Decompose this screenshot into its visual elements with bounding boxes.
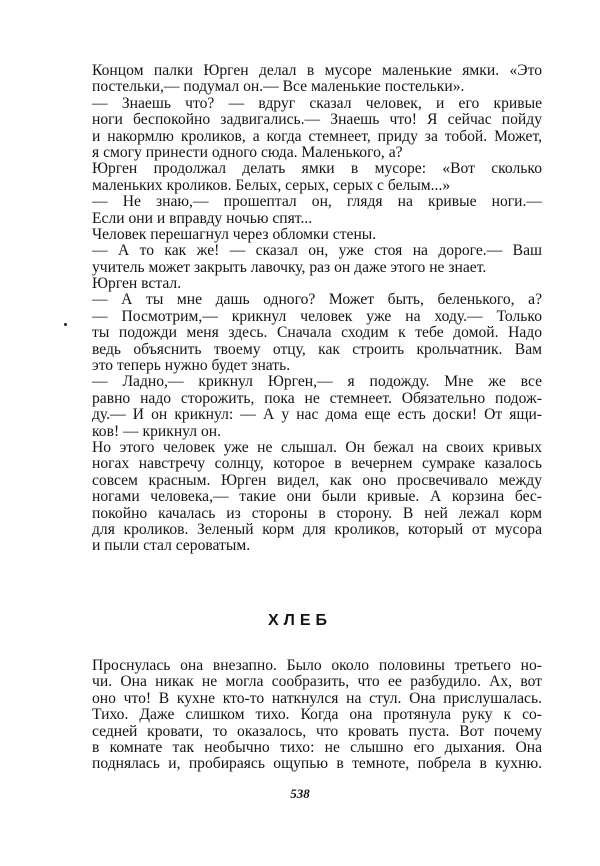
text-line: — Посмотрим,— крикнул человек уже на ходу.— Только	[92, 307, 542, 325]
text-line: седней кровати, то оказалось, что кровать пуста. Вот почему	[92, 722, 542, 740]
text-line: — А то как же! — сказал он, уже стоя на дороге.— Ваш	[92, 242, 542, 260]
text-line: Если они и вправду ночью спят...	[92, 209, 313, 227]
text-line: Человек перешагнул через обломки стены.	[92, 225, 377, 243]
text-line: Юрген встал.	[92, 275, 182, 293]
text-line: и пыли стал сероватым.	[92, 537, 251, 555]
text-line: Тихо. Даже слишком тихо. Когда она протянула руку к со-	[92, 706, 542, 724]
section-title: ХЛЕБ	[267, 612, 333, 629]
text-line: — Не знаю,— прошептал он, глядя на кривые ноги.—	[92, 193, 542, 211]
text-line: Концом палки Юрген делал в мусоре маленькие ямки. «Это	[92, 62, 542, 79]
text-line: поднялась и, пробираясь ощупью в темноте, побрела в кухню.	[92, 755, 542, 773]
text-line: равно надо сторожить, пока не стемнеет. Обязательно подож-	[92, 389, 542, 407]
bread-story-text	[92, 658, 542, 773]
text-line: это теперь нужно будет знать.	[92, 357, 291, 375]
text-line: и накормлю кроликов, а когда стемнеет, приду за тобой. Может,	[92, 127, 542, 145]
text-line: постельки,— подумал он.— Все маленькие постельки».	[92, 78, 465, 96]
text-line: ноги беспокойно задвигались.— Знаешь что! Я сейчас пойду	[92, 111, 542, 129]
page-number: 538	[290, 786, 310, 801]
story-text	[92, 63, 542, 555]
text-line: ногами человека,— такие они были кривые. А корзина бес-	[92, 488, 542, 506]
text-line: совсем красным. Юрген видел, как оно просвечивало между	[92, 471, 542, 489]
text-line: в комнате так необычно тихо: не слышно его дыхания. Она	[92, 738, 542, 756]
text-line: маленьких кроликов. Белых, серых, серых с белым...»	[92, 176, 451, 194]
text-line: Но этого человек уже не слышал. Он бежал на своих кривых	[92, 438, 542, 456]
text-line: ду.— И он крикнул: — А у нас дома еще есть доски! От ящи-	[92, 406, 542, 424]
text-line: для кроликов. Зеленый корм для кроликов, который от мусора	[92, 520, 542, 538]
text-line: ты подожди меня здесь. Сначала сходим к тебе домой. Надо	[92, 324, 542, 342]
text-line: — Ладно,— крикнул Юрген,— я подожду. Мне же все	[92, 373, 542, 391]
margin-mark	[64, 323, 67, 326]
text-line: покойно качалась из стороны в сторону. В ней лежал корм	[92, 504, 542, 522]
text-line: учитель может закрыть лавочку, раз он даже этого не знает.	[92, 258, 487, 276]
text-line: ков! — крикнул он.	[92, 422, 221, 440]
text-line: — Знаешь что? — вдруг сказал человек, и его кривые	[92, 94, 542, 112]
text-line: оно что! В кухне кто-то наткнулся на стул. Она прислушалась.	[92, 689, 542, 707]
text-line: ведь объяснить твоему отцу, как строить крольчатник. Вам	[92, 340, 542, 358]
text-line: чи. Она никак не могла сообразить, что ее разбудило. Ах, вот	[92, 673, 542, 691]
text-line: я смогу принести одного сюда. Маленького, а?	[92, 143, 403, 161]
text-line: Проснулась она внезапно. Было около половины третьего но-	[92, 657, 542, 674]
text-line: — А ты мне дашь одного? Может быть, беленького, а?	[92, 291, 542, 309]
text-line: Юрген продолжал делать ямки в мусоре: «Вот сколько	[92, 160, 542, 178]
text-line: ногах навстречу солнцу, которое в вечернем сумраке казалось	[92, 455, 542, 473]
